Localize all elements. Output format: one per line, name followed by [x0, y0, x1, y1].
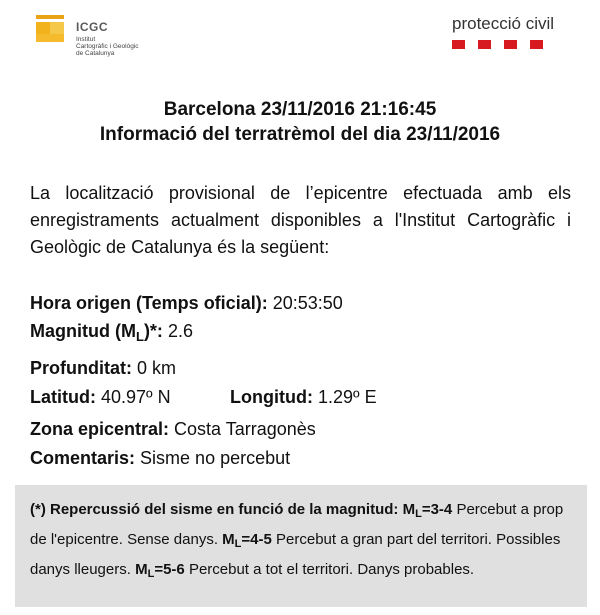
- icgc-mark-icon: [36, 15, 66, 45]
- field-magnitud: [30, 321, 193, 344]
- note-heading: (*) Repercussió del sisme en funció de la magnitud: $M_L=3-4$: [30, 501, 453, 520]
- logo-square: [50, 22, 64, 34]
- magnitude-note: [30, 497, 578, 587]
- field-value: 40.97º N: [101, 387, 171, 407]
- field-value: Sisme no percebut: [140, 448, 291, 468]
- red-square: [478, 40, 491, 49]
- field-hora-origen: [30, 293, 343, 314]
- field-value: 0 km: [137, 358, 177, 378]
- red-square: [504, 40, 517, 49]
- field-profunditat: [30, 358, 176, 379]
- icgc-name: ICGC: [76, 20, 108, 34]
- logo-square: [36, 22, 50, 34]
- field-comentaris: [30, 448, 290, 469]
- field-label: Magnitud $(M_L)*$:: [30, 321, 163, 344]
- field-longitud: [230, 387, 377, 408]
- field-label: Comentaris:: [30, 448, 136, 468]
- note-range-3: $M_L=5-6$: [135, 561, 185, 580]
- logo-square: [36, 34, 64, 42]
- note-range-2: $M_L=4-5$: [222, 531, 272, 550]
- icgc-subtitle: Institut Cartogràfic i Geològic de Catalunya: [76, 36, 139, 57]
- report-title: Informació del terratrèmol del dia 23/11/2016: [99, 124, 501, 145]
- field-value: 20:53:50: [272, 293, 343, 313]
- report-datetime: Barcelona 23/11/2016 21:16:45: [163, 99, 437, 120]
- note-text-2: Percebut a gran part del territori. Possibles danys lleugers.: [30, 531, 561, 578]
- header: [0, 0, 600, 70]
- field-latitud: [30, 387, 171, 408]
- field-value: 1.29º E: [317, 387, 377, 407]
- field-label: Zona epicentral:: [30, 419, 170, 439]
- icgc-logo[interactable]: [36, 15, 176, 57]
- field-label: Profunditat:: [30, 358, 132, 378]
- field-label: Latitud:: [30, 387, 96, 407]
- proteccio-civil-logo[interactable]: [452, 14, 562, 54]
- red-square: [530, 40, 543, 49]
- red-square: [452, 40, 465, 49]
- field-label: Hora origen (Temps oficial):: [30, 293, 268, 313]
- magnitude-note-box: [15, 485, 587, 607]
- field-zona-epicentral: [30, 419, 316, 440]
- intro-paragraph: La localització provisional de l’epicentre efectuada amb els enregistraments actualment disponibles a l'Institut Cartogràfic i Geològic de Catalunya és la següent:: [30, 183, 571, 257]
- logo-stripe: [36, 15, 64, 19]
- proteccio-civil-name: protecció civil: [452, 14, 555, 33]
- field-value: Costa Tarragonès: [174, 419, 316, 439]
- field-label: Longitud:: [230, 387, 313, 407]
- note-text-3: Percebut a tot el territori. Danys probables.: [188, 561, 475, 578]
- note-text-1: Percebut a prop de l'epicentre. Sense danys.: [30, 501, 564, 548]
- field-value: 2.6: [167, 321, 193, 341]
- proteccio-civil-squares-icon: [452, 40, 552, 49]
